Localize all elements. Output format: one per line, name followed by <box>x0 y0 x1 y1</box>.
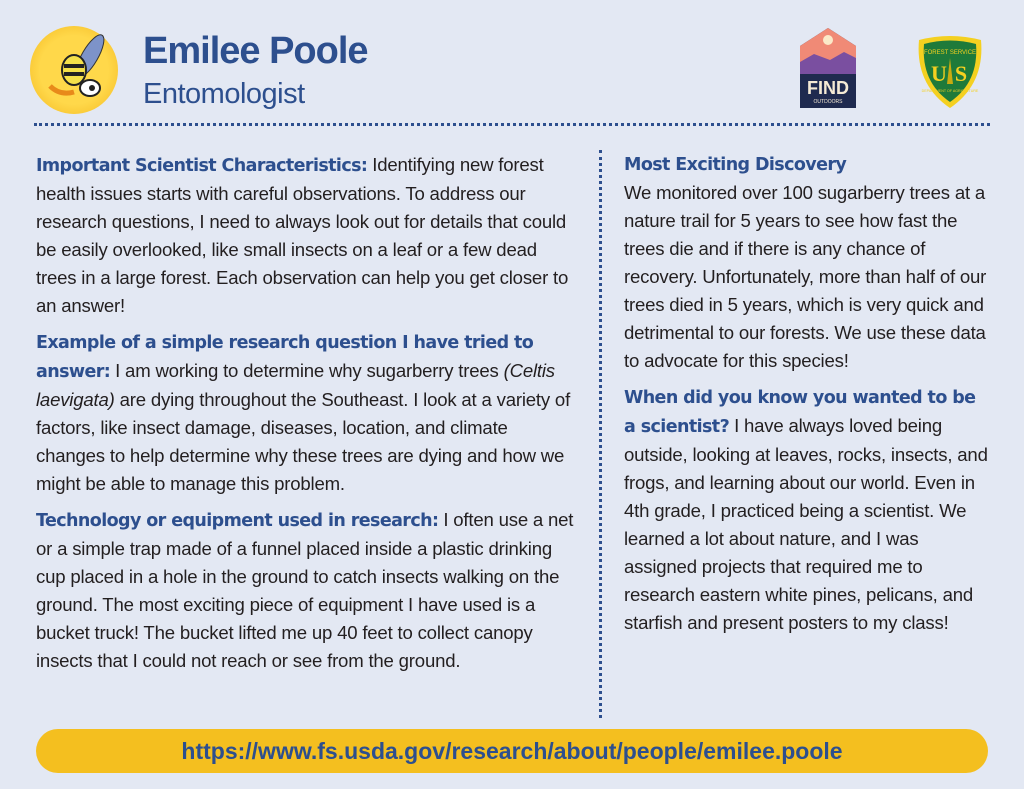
section-heading: Important Scientist Characteristics: <box>36 156 368 176</box>
find-logo-subtext: OUTDOORS <box>813 99 843 105</box>
technology-section <box>36 506 581 675</box>
section-text: Identifying new forest health issues starts with careful observations. To address our research questions, I need to always look out for details that could be easily overlooked, like small insects on a leaf or a few dead trees in a large forest. Each observation can help you get closer to an answer! <box>36 154 569 316</box>
section-heading: Most Exciting Discovery <box>624 155 847 175</box>
section-text: We monitored over 100 sugarberry trees at a nature trail for 5 years to see how fast the trees die and if there is any chance of recovery. Unfortunately, more than half of our trees died in 5 years, which is very quick and detrimental to our forests. We use these data to advocate for this species! <box>624 182 987 371</box>
section-text: I often use a net or a simple trap made of a funnel placed inside a plastic drinking cup placed in a hole in the ground to catch insects walking on the ground. The most exciting piece of equipment I have used is a bucket truck! The bucket lifted me up 40 feet to collect canopy insects that I could not reach or see from the ground. <box>36 509 574 671</box>
section-heading: When did you know you wanted to be a scientist? <box>624 388 976 437</box>
characteristics-section <box>36 151 581 320</box>
usfs-mid-text: US <box>930 61 976 86</box>
usfs-top-text: FOREST SERVICE <box>923 50 977 56</box>
forest-service-shield-logo <box>915 34 985 110</box>
became-scientist-section <box>624 383 992 637</box>
bee-mascot-logo <box>30 26 118 114</box>
find-outdoors-logo <box>800 28 856 111</box>
scientist-name: Emilee Poole <box>143 30 368 72</box>
discovery-section <box>624 151 992 375</box>
section-text: are dying throughout the Southeast. I look at a variety of factors, like insect damage, diseases, location, and climate changes to help determine why these trees are dying and how we might be able to manage this problem. <box>36 389 571 494</box>
left-column <box>36 151 581 683</box>
section-heading: Example of a simple research question I have tried to answer: <box>36 333 534 382</box>
usfs-bottom-text: DEPARTMENT OF AGRICULTURE <box>921 89 979 93</box>
section-heading: Technology or equipment used in research: <box>36 511 439 531</box>
profile-url-link[interactable]: https://www.fs.usda.gov/research/about/people/emilee.poole <box>36 729 988 773</box>
scientific-name: (Celtis laevigata) <box>36 360 555 410</box>
scientist-title: Entomologist <box>143 78 305 110</box>
find-logo-text: FIND <box>807 78 849 98</box>
right-column <box>624 151 992 645</box>
column-divider <box>599 150 602 718</box>
section-text: I am working to determine why sugarberry trees <box>110 360 504 381</box>
section-text: I have always loved being outside, looking at leaves, rocks, insects, and frogs, and learning about our world. Even in 4th grade, I practiced being a scientist. We learned a lot about nature, and I was assigned projects that required me to research eastern white pines, pelicans, and starfish and present posters to my class! <box>624 415 988 633</box>
research-question-section <box>36 328 581 498</box>
header-divider <box>34 123 990 126</box>
